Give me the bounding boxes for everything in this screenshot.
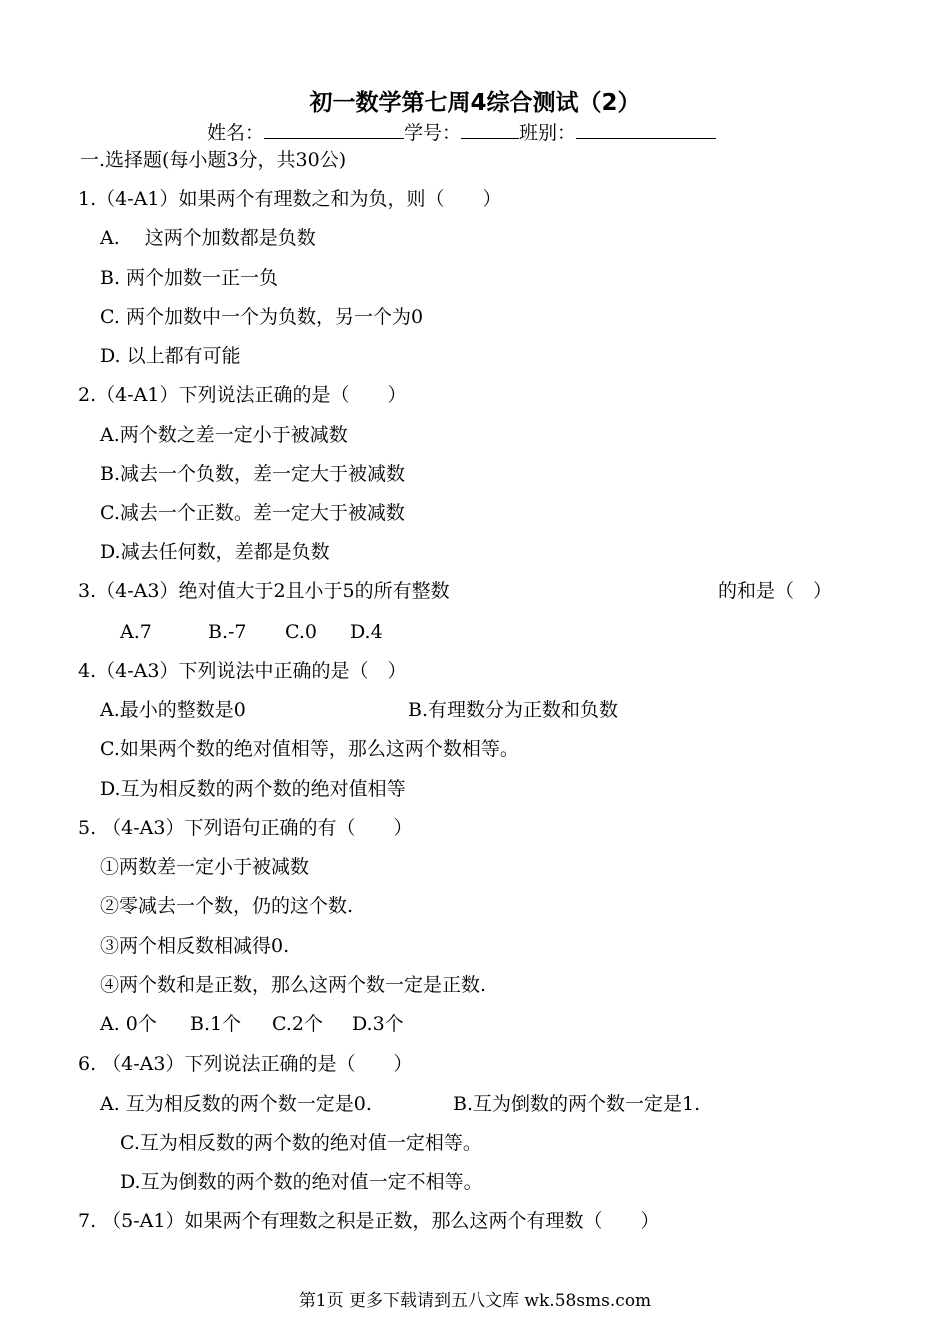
name-blank bbox=[264, 120, 404, 139]
question-5-option-b: B.1个 bbox=[190, 1013, 242, 1035]
question-5-option-d: D.3个 bbox=[352, 1013, 404, 1035]
question-4-stem: 4.（4-A3）下列说法中正确的是（ ） bbox=[78, 660, 407, 682]
question-2-option-a: A.两个数之差一定小于被减数 bbox=[100, 424, 348, 446]
question-7-stem: 7. （5-A1）如果两个有理数之积是正数，那么这两个有理数（ ） bbox=[78, 1210, 660, 1232]
question-6-option-a: A. 互为相反数的两个数一定是0. bbox=[100, 1093, 372, 1115]
question-5-option-a: A. 0个 bbox=[100, 1013, 157, 1035]
question-3-stem: 3.（4-A3）绝对值大于2且小于5的所有整数 bbox=[78, 580, 450, 602]
question-3-option-b: B.-7 bbox=[208, 621, 247, 643]
question-6-option-d: D.互为倒数的两个数的绝对值一定不相等。 bbox=[120, 1171, 483, 1193]
question-6-option-c: C.互为相反数的两个数的绝对值一定相等。 bbox=[120, 1132, 482, 1154]
question-5-statement-4: ④两个数和是正数，那么这两个数一定是正数. bbox=[100, 974, 487, 996]
question-4-option-d: D.互为相反数的两个数的绝对值相等 bbox=[100, 778, 406, 800]
class-blank bbox=[576, 120, 716, 139]
question-3-option-c: C.0 bbox=[285, 621, 317, 643]
question-4-option-a: A.最小的整数是0 bbox=[100, 699, 246, 721]
question-5-option-c: C.2个 bbox=[272, 1013, 323, 1035]
question-3-option-a: A.7 bbox=[120, 621, 152, 643]
question-1-stem: 1.（4-A1）如果两个有理数之和为负，则（ ） bbox=[78, 188, 502, 210]
student-info-row bbox=[207, 120, 716, 145]
question-5-stem: 5. （4-A3）下列语句正确的有（ ） bbox=[78, 817, 413, 839]
question-3-stem-tail: 的和是（ ） bbox=[718, 580, 833, 602]
question-4-option-c: C.如果两个数的绝对值相等，那么这两个数相等。 bbox=[100, 738, 519, 760]
question-2-option-c: C.减去一个正数。差一定大于被减数 bbox=[100, 502, 405, 524]
page-title: 初一数学第七周4综合测试（2） bbox=[309, 90, 641, 116]
question-5-statement-2: ②零减去一个数，仍的这个数. bbox=[100, 895, 354, 917]
student-id-blank bbox=[461, 120, 519, 139]
question-2-option-d: D.减去任何数，差都是负数 bbox=[100, 541, 330, 563]
student-id-label: 学号： bbox=[404, 122, 462, 144]
name-label: 姓名： bbox=[207, 122, 265, 144]
question-3-option-d: D.4 bbox=[350, 621, 383, 643]
section-heading: 一.选择题(每小题3分，共30公) bbox=[80, 149, 347, 171]
question-1-option-b: B. 两个加数一正一负 bbox=[100, 267, 279, 289]
question-2-option-b: B.减去一个负数，差一定大于被减数 bbox=[100, 463, 406, 485]
class-label: 班别： bbox=[519, 122, 577, 144]
question-2-stem: 2.（4-A1）下列说法正确的是（ ） bbox=[78, 384, 407, 406]
question-6-option-b: B.互为倒数的两个数一定是1. bbox=[453, 1093, 701, 1115]
page-footer: 第1页 更多下载请到五八文库 wk.58sms.com bbox=[298, 1291, 652, 1311]
question-5-statement-1: ①两数差一定小于被减数 bbox=[100, 856, 310, 878]
question-6-stem: 6. （4-A3）下列说法正确的是（ ） bbox=[78, 1053, 413, 1075]
question-1-option-c: C. 两个加数中一个为负数，另一个为0 bbox=[100, 306, 424, 328]
question-5-statement-3: ③两个相反数相减得0. bbox=[100, 935, 290, 957]
question-1-option-a: A. 这两个加数都是负数 bbox=[100, 227, 316, 249]
question-4-option-b: B.有理数分为正数和负数 bbox=[408, 699, 619, 721]
question-1-option-d: D. 以上都有可能 bbox=[100, 345, 241, 367]
